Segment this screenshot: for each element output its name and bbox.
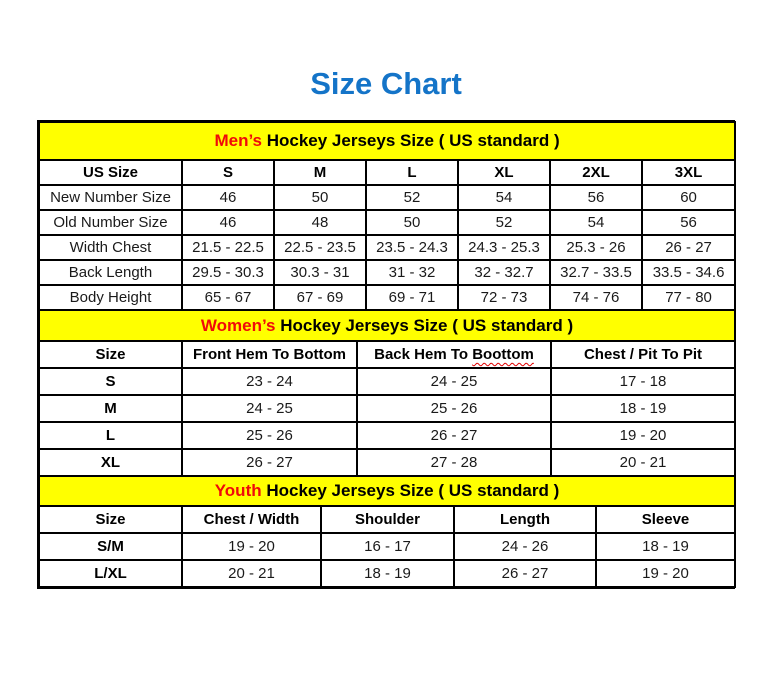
column-header-cell: Chest / Width	[182, 506, 321, 533]
value-cell: 24 - 25	[357, 368, 551, 395]
men-table-body	[39, 185, 735, 310]
column-header-cell: Front Hem To Bottom	[182, 341, 357, 368]
youth-section-header	[39, 476, 735, 506]
value-cell: 18 - 19	[551, 395, 735, 422]
value-cell: 19 - 20	[182, 533, 321, 560]
column-header-cell: Chest / Pit To Pit	[551, 341, 735, 368]
value-cell: 26 - 27	[642, 235, 735, 260]
column-header-cell: L	[366, 160, 458, 185]
table-row	[39, 260, 735, 285]
value-cell: 69 - 71	[366, 285, 458, 310]
row-label-cell: S	[39, 368, 182, 395]
value-cell: 24 - 26	[454, 533, 596, 560]
value-cell: 52	[366, 185, 458, 210]
column-header-cell: Shoulder	[321, 506, 454, 533]
column-header-cell: Size	[39, 506, 182, 533]
row-label-cell: Width Chest	[39, 235, 182, 260]
value-cell: 23 - 24	[182, 368, 357, 395]
row-label-cell: XL	[39, 449, 182, 476]
value-cell: 24 - 25	[182, 395, 357, 422]
value-cell: 19 - 20	[596, 560, 735, 587]
table-row	[39, 285, 735, 310]
value-cell: 33.5 - 34.6	[642, 260, 735, 285]
table-row	[39, 185, 735, 210]
column-header-cell: 3XL	[642, 160, 735, 185]
column-header-cell: M	[274, 160, 366, 185]
value-cell: 19 - 20	[551, 422, 735, 449]
misspelled-word-underline: Boottom	[472, 346, 534, 363]
youth-table-body	[39, 533, 735, 587]
women-section-title	[39, 310, 735, 341]
value-cell: 56	[550, 185, 642, 210]
row-label-cell: M	[39, 395, 182, 422]
table-row	[39, 395, 735, 422]
value-cell: 20 - 21	[182, 560, 321, 587]
column-header-cell: Size	[39, 341, 182, 368]
value-cell: 26 - 27	[454, 560, 596, 587]
women-column-header-row	[39, 341, 735, 368]
value-cell: 72 - 73	[458, 285, 550, 310]
table-row	[39, 210, 735, 235]
value-cell: 27 - 28	[357, 449, 551, 476]
value-cell: 54	[550, 210, 642, 235]
value-cell: 26 - 27	[357, 422, 551, 449]
value-cell: 60	[642, 185, 735, 210]
youth-section-title-highlight: Youth	[214, 481, 262, 500]
value-cell: 52	[458, 210, 550, 235]
value-cell: 18 - 19	[596, 533, 735, 560]
row-label-cell: Back Length	[39, 260, 182, 285]
value-cell: 32 - 32.7	[458, 260, 550, 285]
column-header-cell: XL	[458, 160, 550, 185]
column-header-cell: 2XL	[550, 160, 642, 185]
table-row	[39, 560, 735, 587]
table-row	[39, 449, 735, 476]
youth-section-title-rest: Hockey Jerseys Size ( US standard )	[261, 481, 560, 500]
men-section-header	[39, 122, 735, 160]
value-cell: 77 - 80	[642, 285, 735, 310]
value-cell: 18 - 19	[321, 560, 454, 587]
row-label-cell: S/M	[39, 533, 182, 560]
value-cell: 20 - 21	[551, 449, 735, 476]
value-cell: 50	[366, 210, 458, 235]
table-row	[39, 368, 735, 395]
women-section-header	[39, 310, 735, 341]
value-cell: 67 - 69	[274, 285, 366, 310]
women-section-title-rest: Hockey Jerseys Size ( US standard )	[275, 315, 574, 335]
value-cell: 22.5 - 23.5	[274, 235, 366, 260]
women-table-body	[39, 368, 735, 476]
value-cell: 29.5 - 30.3	[182, 260, 274, 285]
value-cell: 56	[642, 210, 735, 235]
value-cell: 17 - 18	[551, 368, 735, 395]
value-cell: 48	[274, 210, 366, 235]
table-row	[39, 235, 735, 260]
value-cell: 54	[458, 185, 550, 210]
value-cell: 24.3 - 25.3	[458, 235, 550, 260]
page-title: Size Chart	[310, 66, 462, 101]
value-cell: 25.3 - 26	[550, 235, 642, 260]
row-label-cell: Body Height	[39, 285, 182, 310]
women-section-title-highlight: Women’s	[200, 315, 276, 335]
column-header-cell	[357, 341, 551, 368]
youth-section-title	[39, 476, 735, 506]
row-label-cell: New Number Size	[39, 185, 182, 210]
value-cell: 31 - 32	[366, 260, 458, 285]
row-label-cell: L	[39, 422, 182, 449]
men-column-header-row	[39, 160, 735, 185]
value-cell: 65 - 67	[182, 285, 274, 310]
column-header-cell: US Size	[39, 160, 182, 185]
value-cell: 23.5 - 24.3	[366, 235, 458, 260]
column-header-cell: Sleeve	[596, 506, 735, 533]
men-section-title	[39, 122, 735, 160]
youth-size-table	[38, 475, 736, 588]
column-header-cell: Length	[454, 506, 596, 533]
value-cell: 26 - 27	[182, 449, 357, 476]
men-section-title-rest: Hockey Jerseys Size ( US standard )	[262, 131, 560, 150]
row-label-cell: Old Number Size	[39, 210, 182, 235]
value-cell: 16 - 17	[321, 533, 454, 560]
value-cell: 74 - 76	[550, 285, 642, 310]
column-header-text: Back Hem To	[374, 346, 473, 363]
size-chart	[38, 121, 734, 588]
youth-column-header-row	[39, 506, 735, 533]
men-section-title-highlight: Men’s	[214, 131, 262, 150]
row-label-cell: L/XL	[39, 560, 182, 587]
value-cell: 32.7 - 33.5	[550, 260, 642, 285]
value-cell: 25 - 26	[182, 422, 357, 449]
women-size-table	[38, 309, 736, 477]
value-cell: 46	[182, 210, 274, 235]
value-cell: 30.3 - 31	[274, 260, 366, 285]
value-cell: 50	[274, 185, 366, 210]
value-cell: 21.5 - 22.5	[182, 235, 274, 260]
men-size-table	[38, 121, 736, 311]
value-cell: 46	[182, 185, 274, 210]
value-cell: 25 - 26	[357, 395, 551, 422]
table-row	[39, 533, 735, 560]
column-header-cell: S	[182, 160, 274, 185]
table-row	[39, 422, 735, 449]
